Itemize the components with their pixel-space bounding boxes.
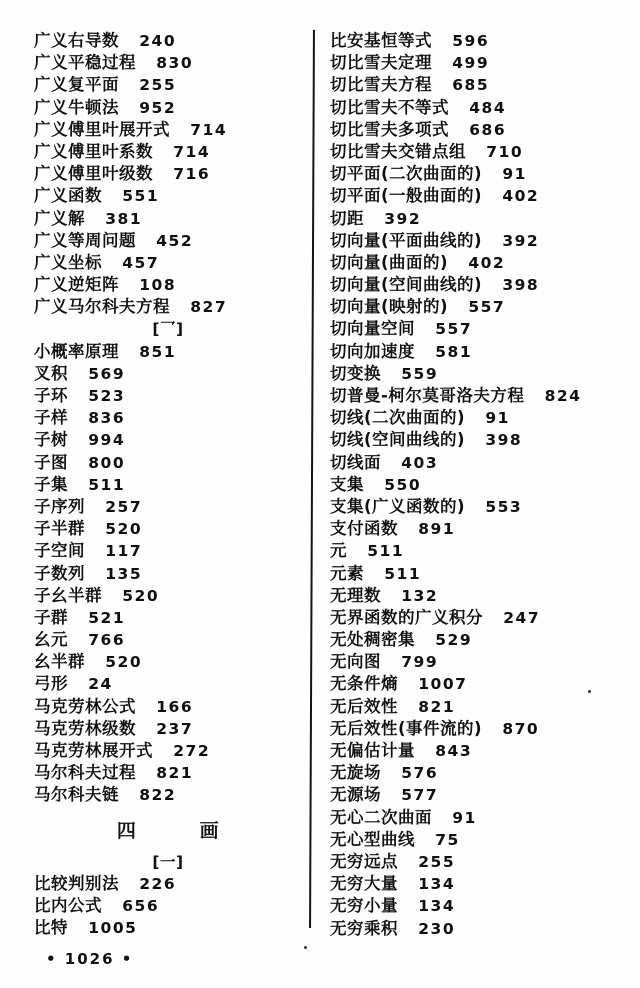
entry-page-number: 511	[88, 475, 126, 494]
index-entry-row	[330, 718, 632, 740]
index-entry-row	[330, 341, 632, 363]
entry-page-number: 1007	[418, 675, 468, 694]
index-entry-row	[34, 97, 302, 119]
entry-page-number: 529	[435, 631, 473, 650]
entry-page-number: 559	[401, 364, 439, 383]
entry-page-number: 686	[469, 120, 507, 139]
index-entry-row	[34, 30, 302, 52]
entry-page-number: 230	[418, 919, 456, 938]
index-entry-row	[34, 208, 302, 230]
entry-term: 切比雪夫不等式	[330, 97, 449, 117]
entry-term: 元素	[330, 563, 364, 583]
entry-page-number: 117	[105, 542, 143, 561]
entry-page-number: 255	[418, 852, 456, 871]
entry-page-number: 521	[88, 608, 126, 627]
entry-page-number: 135	[105, 564, 143, 583]
index-column-right	[330, 30, 632, 940]
index-entry-row	[34, 407, 302, 429]
entry-term: 叉积	[34, 363, 68, 383]
entry-term: 切距	[330, 208, 364, 228]
index-entry-row	[330, 696, 632, 718]
entry-term: 无旋场	[330, 763, 381, 783]
entry-page-number: 240	[139, 32, 177, 50]
entry-page-number: 830	[156, 54, 194, 73]
entry-term: 广义傅里叶展开式	[34, 119, 170, 139]
entry-page-number: 24	[88, 675, 113, 694]
entry-term: 广义复平面	[34, 75, 119, 95]
entry-page-number: 523	[88, 387, 126, 405]
entry-term: 广义傅里叶系数	[34, 141, 153, 161]
entry-term: 子幺半群	[34, 585, 102, 605]
entry-page-number: 257	[105, 497, 143, 516]
entry-term: 马克劳林级数	[34, 718, 136, 738]
index-entry-row	[34, 784, 302, 806]
entry-page-number: 91	[452, 808, 477, 827]
entry-term: 切比雪夫定理	[330, 53, 432, 73]
stroke-group-marker: [一]	[152, 852, 184, 871]
index-entry-row	[330, 452, 632, 474]
entry-term: 广义右导数	[34, 31, 119, 50]
entry-term: 切比雪夫交错点组	[330, 141, 466, 161]
index-entry-row	[330, 851, 632, 873]
entry-term: 切普曼-柯尔莫哥洛夫方程	[330, 386, 525, 405]
entry-page-number: 402	[468, 253, 506, 272]
entry-term: 支集	[330, 474, 364, 494]
entry-term: 无后效性	[330, 696, 398, 716]
index-entry-row	[330, 185, 632, 207]
index-entry-row	[330, 363, 632, 385]
entry-page-number: 237	[156, 719, 194, 738]
entry-term: 马尔科夫过程	[34, 763, 136, 783]
index-entry-row	[330, 52, 632, 74]
index-entry-row	[34, 585, 302, 607]
entry-page-number: 766	[88, 631, 126, 650]
entry-term: 弓形	[34, 674, 68, 694]
entry-term: 小概率原理	[34, 341, 119, 361]
entry-term: 广义坐标	[34, 252, 102, 272]
entry-term: 广义逆矩阵	[34, 275, 119, 295]
entry-page-number: 484	[469, 98, 507, 117]
entry-term: 比特	[34, 918, 68, 938]
entry-term: 切线(空间曲线的)	[330, 430, 466, 450]
entry-page-number: 520	[105, 653, 143, 672]
index-entry-row	[34, 252, 302, 274]
entry-term: 无源场	[330, 785, 381, 805]
index-entry-row	[34, 540, 302, 562]
index-entry-row	[34, 341, 302, 363]
entry-page-number: 714	[173, 142, 211, 161]
index-entry-row	[34, 429, 302, 451]
index-entry-row	[34, 385, 302, 407]
entry-page-number: 836	[88, 409, 126, 428]
index-entry-row	[330, 119, 632, 141]
index-entry-row	[34, 819, 302, 843]
entry-page-number: 272	[173, 742, 211, 760]
index-entry-row	[330, 762, 632, 784]
entry-page-number: 822	[139, 786, 177, 805]
entry-term: 幺半群	[34, 652, 85, 672]
index-entry-row	[330, 252, 632, 274]
index-entry-row	[330, 74, 632, 96]
entry-term: 切向量(空间曲线的)	[330, 275, 483, 295]
index-entry-row	[34, 141, 302, 163]
entry-term: 比安基恒等式	[330, 31, 432, 50]
entry-page-number: 577	[401, 786, 439, 805]
entry-term: 子样	[34, 408, 68, 428]
entry-term: 广义函数	[34, 186, 102, 206]
entry-page-number: 952	[139, 98, 177, 117]
entry-page-number: 403	[401, 453, 439, 472]
entry-page-number: 108	[139, 276, 177, 295]
entry-page-number: 827	[190, 298, 228, 317]
index-entry-row	[34, 851, 302, 873]
entry-term: 子群	[34, 607, 68, 627]
index-entry-row	[330, 829, 632, 851]
entry-term: 切变换	[330, 363, 381, 383]
stroke-group-marker: [乛]	[152, 320, 184, 339]
entry-page-number: 656	[122, 896, 160, 915]
entry-term: 广义傅里叶级数	[34, 164, 153, 184]
index-entry-row	[330, 163, 632, 185]
entry-term: 切向量(映射的)	[330, 297, 449, 317]
entry-term: 切向量空间	[330, 319, 415, 339]
index-entry-row	[34, 230, 302, 252]
index-entry-row	[330, 807, 632, 829]
entry-page-number: 851	[139, 342, 177, 361]
entry-term: 马克劳林展开式	[34, 741, 153, 760]
entry-page-number: 166	[156, 697, 194, 716]
index-entry-row	[34, 629, 302, 651]
index-entry-row	[330, 30, 632, 52]
index-entry-row	[330, 230, 632, 252]
entry-term: 切比雪夫多项式	[330, 119, 449, 139]
entry-page-number: 994	[88, 431, 126, 450]
index-entry-row	[330, 496, 632, 518]
scan-speck	[588, 690, 591, 693]
index-entry-row	[34, 696, 302, 718]
entry-page-number: 520	[122, 586, 160, 605]
entry-term: 无后效性(事件流的)	[330, 718, 483, 738]
entry-term: 切线(二次曲面的)	[330, 408, 466, 428]
entry-term: 切向加速度	[330, 341, 415, 361]
index-entry-row	[34, 563, 302, 585]
entry-page-number: 821	[156, 764, 194, 783]
index-entry-row	[34, 651, 302, 673]
entry-page-number: 576	[401, 764, 439, 783]
index-entry-row	[330, 474, 632, 496]
entry-page-number: 824	[544, 387, 582, 405]
entry-term: 无穷小量	[330, 896, 398, 916]
entry-page-number: 134	[418, 875, 456, 894]
index-entry-row	[330, 385, 632, 407]
index-entry-row	[34, 52, 302, 74]
entry-page-number: 551	[122, 187, 160, 206]
entry-term: 广义解	[34, 208, 85, 228]
index-entry-row	[330, 607, 632, 629]
entry-term: 广义牛顿法	[34, 97, 119, 117]
index-entry-row	[330, 429, 632, 451]
column-divider-rule	[309, 30, 315, 928]
entry-term: 广义马尔科夫方程	[34, 297, 170, 317]
entry-term: 切线面	[330, 452, 381, 472]
entry-page-number: 1005	[88, 919, 138, 938]
index-entry-row	[34, 895, 302, 917]
index-entry-row	[330, 784, 632, 806]
index-entry-row	[330, 407, 632, 429]
entry-term: 切平面(一般曲面的)	[330, 186, 483, 206]
index-entry-row	[330, 585, 632, 607]
entry-page-number: 714	[190, 120, 228, 139]
entry-term: 马尔科夫链	[34, 785, 119, 805]
entry-page-number: 247	[503, 608, 541, 627]
entry-term: 广义平稳过程	[34, 53, 136, 73]
entry-term: 支付函数	[330, 519, 398, 539]
entry-page-number: 91	[485, 409, 510, 428]
entry-page-number: 710	[486, 142, 524, 161]
index-entry-row	[330, 651, 632, 673]
index-entry-row	[330, 208, 632, 230]
index-entry-row	[34, 185, 302, 207]
index-entry-row	[34, 296, 302, 318]
section-heading-char: 画	[199, 819, 220, 842]
index-entry-row	[330, 518, 632, 540]
entry-page-number: 800	[88, 453, 126, 472]
entry-page-number: 870	[502, 719, 540, 738]
index-entry-row	[330, 873, 632, 895]
index-entry-row	[34, 452, 302, 474]
entry-page-number: 511	[367, 542, 405, 561]
index-entry-row	[34, 74, 302, 96]
entry-term: 切向量(平面曲线的)	[330, 230, 483, 250]
index-entry-row	[34, 718, 302, 740]
index-entry-row	[330, 673, 632, 695]
index-entry-row	[34, 119, 302, 141]
entry-term: 子半群	[34, 519, 85, 539]
entry-page-number: 520	[105, 520, 143, 539]
entry-page-number: 553	[485, 497, 523, 516]
entry-page-number: 799	[401, 653, 439, 672]
entry-page-number: 255	[139, 76, 177, 95]
index-entry-row	[330, 97, 632, 119]
entry-page-number: 550	[384, 475, 422, 494]
index-entry-row	[34, 917, 302, 939]
entry-term: 子图	[34, 452, 68, 472]
entry-page-number: 716	[173, 165, 211, 184]
index-entry-row	[34, 363, 302, 385]
entry-page-number: 402	[502, 187, 540, 206]
entry-page-number: 685	[452, 76, 490, 95]
entry-page-number: 75	[435, 830, 460, 849]
entry-term: 子集	[34, 474, 68, 494]
entry-page-number: 557	[468, 298, 506, 317]
entry-term: 比较判别法	[34, 873, 119, 893]
entry-term: 支集(广义函数的)	[330, 496, 466, 516]
entry-page-number: 392	[384, 209, 422, 228]
section-heading-char: 四	[116, 819, 137, 842]
entry-page-number: 91	[502, 165, 527, 184]
entry-term: 比内公式	[34, 895, 102, 915]
entry-page-number: 843	[435, 742, 473, 760]
entry-term: 无穷远点	[330, 851, 398, 871]
entry-term: 子环	[34, 386, 68, 405]
entry-page-number: 457	[122, 253, 160, 272]
entry-term: 马克劳林公式	[34, 696, 136, 716]
entry-page-number: 569	[88, 364, 126, 383]
entry-page-number: 392	[502, 231, 540, 250]
index-entry-row	[34, 163, 302, 185]
entry-term: 无心二次曲面	[330, 807, 432, 827]
index-entry-row	[330, 895, 632, 917]
entry-page-number: 891	[418, 520, 456, 539]
entry-term: 子空间	[34, 541, 85, 561]
index-entry-row	[330, 629, 632, 651]
entry-term: 子树	[34, 430, 68, 450]
entry-term: 子数列	[34, 563, 85, 583]
index-entry-row	[330, 563, 632, 585]
entry-page-number: 511	[384, 564, 422, 583]
entry-page-number: 132	[401, 586, 439, 605]
index-entry-row	[330, 540, 632, 562]
index-entry-row	[330, 274, 632, 296]
entry-page-number: 398	[485, 431, 523, 450]
entry-term: 幺元	[34, 630, 68, 650]
entry-page-number: 499	[452, 54, 490, 73]
index-entry-row	[34, 474, 302, 496]
entry-term: 无偏估计量	[330, 741, 415, 760]
index-entry-row	[34, 518, 302, 540]
index-entry-row	[330, 318, 632, 340]
index-entry-row	[330, 296, 632, 318]
entry-page-number: 596	[452, 32, 490, 50]
entry-page-number: 134	[418, 897, 456, 916]
entry-term: 无界函数的广义积分	[330, 607, 483, 627]
index-entry-row	[34, 496, 302, 518]
index-entry-row	[34, 607, 302, 629]
entry-page-number: 398	[502, 276, 540, 295]
index-entry-row	[34, 673, 302, 695]
entry-page-number: 581	[435, 342, 473, 361]
index-column-left	[34, 30, 302, 939]
index-entry-row	[34, 318, 302, 340]
scan-speck	[304, 946, 307, 949]
entry-term: 无向图	[330, 652, 381, 672]
entry-term: 切平面(二次曲面的)	[330, 164, 483, 184]
index-entry-row	[330, 141, 632, 163]
index-entry-row	[330, 740, 632, 762]
entry-term: 无理数	[330, 585, 381, 605]
page-number-footer: • 1026 •	[46, 950, 134, 968]
index-entry-row	[34, 740, 302, 762]
entry-page-number: 226	[139, 874, 177, 893]
entry-term: 切向量(曲面的)	[330, 252, 449, 272]
entry-term: 无心型曲线	[330, 829, 415, 849]
entry-term: 元	[330, 541, 347, 561]
entry-term: 无处稠密集	[330, 630, 415, 650]
entry-term: 无条件熵	[330, 674, 398, 694]
entry-term: 子序列	[34, 496, 85, 516]
index-entry-row	[34, 274, 302, 296]
entry-term: 切比雪夫方程	[330, 75, 432, 95]
entry-page-number: 452	[156, 231, 194, 250]
entry-page-number: 381	[105, 209, 143, 228]
entry-page-number: 821	[418, 697, 456, 716]
index-entry-row	[34, 873, 302, 895]
entry-page-number: 557	[435, 320, 473, 339]
entry-term: 无穷乘积	[330, 918, 398, 938]
entry-term: 广义等周问题	[34, 230, 136, 250]
index-entry-row	[330, 918, 632, 940]
entry-term: 无穷大量	[330, 874, 398, 894]
index-entry-row	[34, 762, 302, 784]
